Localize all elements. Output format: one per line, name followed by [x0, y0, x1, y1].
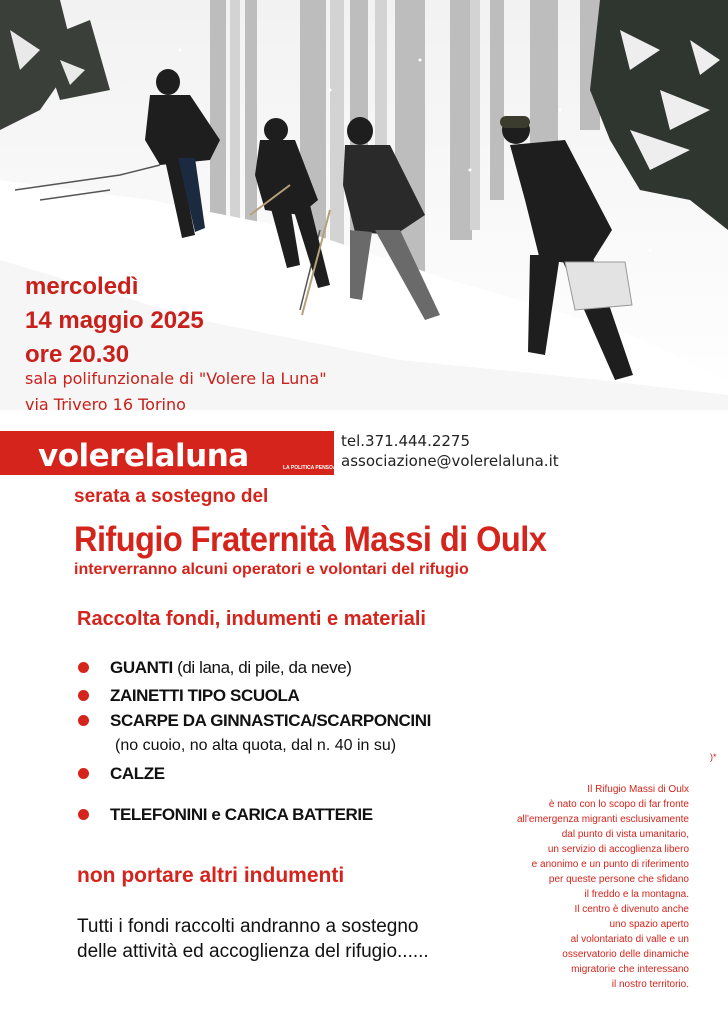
- headline-title: Rifugio Fraternità Massi di Oulx: [74, 520, 547, 559]
- refuge-description: [495, 782, 689, 992]
- description-line: migratorie che interessano: [571, 964, 689, 975]
- shoe-note: (no cuoio, no alta quota, dal n. 40 in su): [115, 737, 397, 754]
- description-line: al volontariato di valle e un: [570, 934, 689, 945]
- description-line: uno spazio aperto: [609, 919, 689, 930]
- no-other-clothes: non portare altri indumenti: [77, 864, 345, 887]
- bullet-icon: [78, 662, 89, 673]
- logo-wordmark: volerelaluna: [38, 438, 249, 474]
- collection-list: [78, 658, 498, 838]
- description-line: all'emergenza migranti esclusivamente: [517, 814, 689, 825]
- logo-tagline: LA POLITICA PENSOACAI: [283, 465, 346, 471]
- description-line: un servizio di accoglienza libero: [547, 844, 689, 855]
- description-line: Il centro è divenuto anche: [574, 904, 689, 915]
- bullet-icon: [78, 768, 89, 779]
- bullet-icon: [78, 809, 89, 820]
- bullet-icon: [78, 715, 89, 726]
- contact-email: associazione@volerelaluna.it: [341, 452, 559, 470]
- funds-note: [77, 914, 429, 964]
- event-weekday: mercoledì: [25, 273, 139, 300]
- venue-line-1: sala polifunzionale di "Volere la Luna": [25, 369, 327, 388]
- description-line: dal punto di vista umanitario,: [561, 829, 689, 840]
- item-label: ZAINETTI TIPO SCUOLA: [110, 686, 300, 705]
- item-detail: (di lana, di pile, da neve): [172, 658, 352, 677]
- event-datetime: [25, 270, 204, 372]
- venue-line-2: via Trivero 16 Torino: [25, 395, 186, 414]
- footnote-mark: )*: [710, 752, 717, 762]
- funds-line-2: delle attività ed accoglienza del rifugio......: [77, 941, 429, 962]
- description-line: osservatorio delle dinamiche: [562, 949, 689, 960]
- item-label: GUANTI: [110, 658, 173, 677]
- description-line: il freddo e la montagna.: [584, 889, 689, 900]
- collection-heading: Raccolta fondi, indumenti e materiali: [77, 608, 426, 630]
- headline-speakers: interverranno alcuni operatori e volontari del rifugio: [74, 561, 469, 578]
- bullet-icon: [78, 690, 89, 701]
- description-line: è nato con lo scopo di far fronte: [548, 799, 689, 810]
- headline-subtitle: serata a sostegno del: [74, 486, 269, 507]
- contact-phone: tel.371.444.2275: [341, 432, 471, 450]
- description-line: il nostro territorio.: [611, 979, 689, 990]
- description-line: Il Rifugio Massi di Oulx: [587, 784, 689, 795]
- event-time: ore 20.30: [25, 341, 130, 368]
- description-line: per queste persone che sfidano: [548, 874, 689, 885]
- event-date: 14 maggio 2025: [25, 307, 204, 334]
- event-venue: [25, 366, 327, 418]
- contact-info: [341, 431, 559, 471]
- description-line: e anonimo e un punto di riferimento: [531, 859, 689, 870]
- item-label: SCARPE DA GINNASTICA/SCARPONCINI: [110, 711, 431, 730]
- funds-line-1: Tutti i fondi raccolti andranno a sostegno: [77, 916, 419, 937]
- item-label: CALZE: [110, 764, 165, 783]
- item-label: TELEFONINI e CARICA BATTERIE: [110, 805, 373, 824]
